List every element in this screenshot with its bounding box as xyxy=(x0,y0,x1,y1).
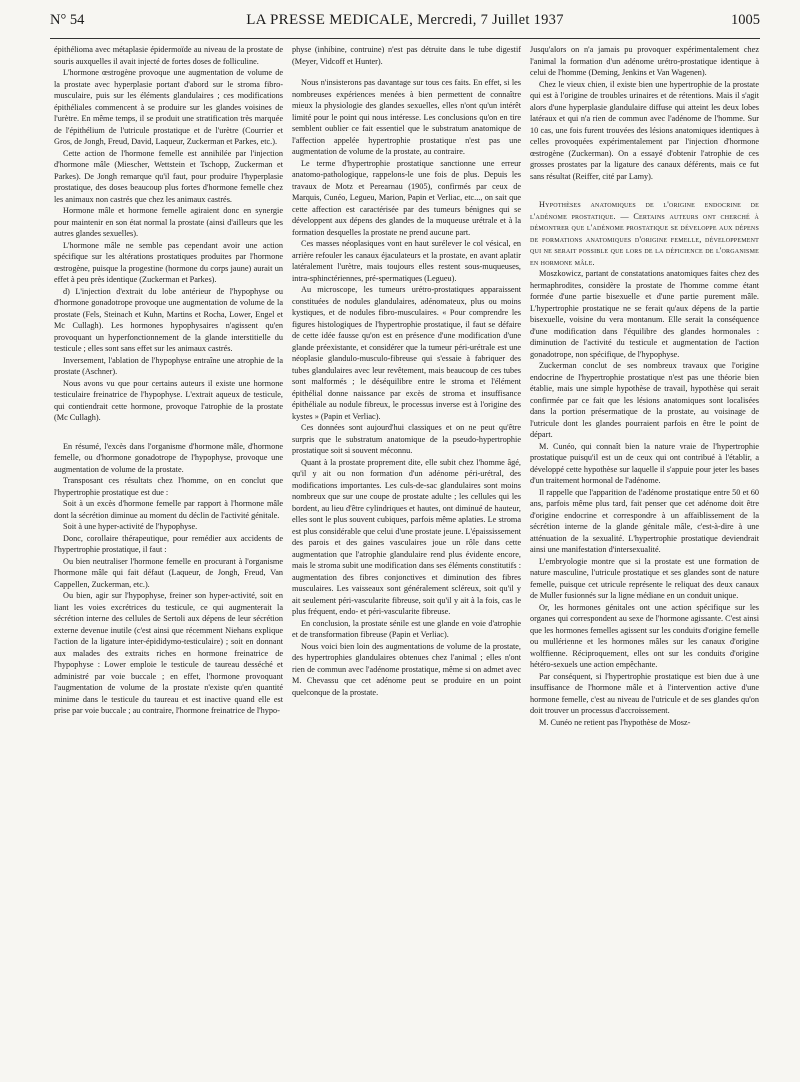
paragraph: Donc, corollaire thérapeutique, pour remédier aux accidents de l'hypertrophie prostatique, il faut : xyxy=(54,533,283,554)
paragraph: Ces données sont aujourd'hui classiques et on ne peut qu'être surpris que le substratum anatomique de la pseudo-hypertrophie prostatique soit si souvent méconnu. xyxy=(292,423,521,455)
paragraph: Ces masses néoplasiques vont en haut surélever le col vésical, en arrière refouler les canaux éjaculateurs et la prostate, en avant aplatir latéralement l'urètre, mais toujours elles restent sous-muqueuses, intra-sphinctériennes, pré-spermatiques (Legueu). xyxy=(292,239,521,283)
paragraph: Transposant ces résultats chez l'homme, on en conclut que l'hypertrophie prostatique est due : xyxy=(54,476,283,497)
paragraph: d) L'injection d'extrait du lobe antérieur de l'hypophyse ou d'hormone gonadotrope provoque une augmentation de volume de la prostate (Fels, Steinach et Kuhn, Martins et Rocha, Lower, Engel et Mc Cullagh). Les hormones hypophysaires n'agissent qu'en provoquant un hyperfonctionnement de la glande interstitielle du testicule ; elles sont sans effet sur les animaux castrés. xyxy=(54,286,283,353)
paragraph: Nous voici bien loin des augmentations de volume de la prostate, des hypertrophies glandulaires obtenues chez l'animal ; elles n'ont rien de commun avec l'adénome prostatique, même si on admet avec M. Chevassu que cet adénome peut se produire en un point quelconque de la prostate. xyxy=(292,641,521,697)
paragraph: L'embryologie montre que si la prostate est une formation de nature masculine, l'utricule prostatique et ses glandes sont de nature femelle, puisque cet utricule représente le reliquat des deux canaux de Muller fusionnés sur la ligne médiane en un conduit unique. xyxy=(530,556,759,600)
paragraph: Ou bien neutraliser l'hormone femelle en procurant à l'organisme l'hormone mâle qui fait défaut (Laqueur, de Jongh, Freud, Van Cappellen, Zuckerman, etc.). xyxy=(54,556,283,589)
paragraph: M. Cunéo, qui connaît bien la nature vraie de l'hypertrophie prostatique puisqu'il est un de ceux qui ont contribué à l'établir, a développé cette hypothèse sur laquelle il s'appuie pour jeter les bases d'un traitement hormonal de l'adénome. xyxy=(530,441,759,485)
paragraph: Au microscope, les tumeurs urétro-prostatiques apparaissent constituées de nodules glandulaires, adénomateux, plus ou moins kystiques, et de nodules fibro-musculaires. « Pour comprendre les figures histologiques de l'hypertrophie prostatique, il faut se défaire de cette idée fausse qu'on est en présence d'une modification d'une glande préexistante, et considérer que la tumeur péri-urétrale est une néoplasie glandulo-musculo-fibreuse qui s'essaie à fabriquer des tubes glandulaires avec leur revêtement, mais beaucoup de ces tubes sont malformés ; le déséquilibre entre le stroma et l'élément épithélial donne naissance par excès de stroma et insuffisance épithéliale au nodule fibreux, le processus inverse est à l'origine des kystes » (Papin et Verliac). xyxy=(292,285,521,421)
paragraph: Nous avons vu que pour certains auteurs il existe une hormone testiculaire freinatrice de l'hypophyse. L'extrait aqueux de testicule, qui contiendrait cette hormone, provoque l'atrophie de la prostate (Mc Cullagh). xyxy=(54,378,283,422)
paragraph: Zuckerman conclut de ses nombreux travaux que l'origine endocrine de l'hypertrophie prostatique n'est pas une théorie bien établie, mais une simple hypothèse de travail, hypothèse qui serait confirmée par ce fait que les lésions anatomiques sont localisées dans la portion présermatique de la prostate, au voisinage de l'utricule dont les glandes pourraient parfois en être le point de départ. xyxy=(530,361,759,439)
page-header xyxy=(50,12,760,36)
page-number: 1005 xyxy=(731,12,760,28)
header-rule xyxy=(50,38,760,39)
paragraph: Inversement, l'ablation de l'hypophyse entraîne une atrophie de la prostate (Aschner). xyxy=(54,355,283,376)
paragraph: Nous n'insisterons pas davantage sur tous ces faits. En effet, si les nombreuses expériences menées à bien permettent de connaître mieux la physiologie des glandes sexuelles, elles n'ont qu'un intérêt limité pour le point qui nous intéresse. Les conclusions qu'on en tire semblent oublier ce fait essentiel que le substratum anatomique de l'affection appelée hypertrophie prostatique n'est pas une augmentation de volume de la prostate, au contraire. xyxy=(292,78,521,156)
paragraph: Moszkowicz, partant de constatations anatomiques faites chez des hermaphrodites, considère la prostate de l'homme comme étant formée d'une partie bisexuelle et d'une partie purement mâle. L'hypertrophie prostatique ne se ferait qu'aux dépens de la partie bisexuelle, voisine du vera montanum. Elle serait la conséquence d'une modification dans l'équilibre des glandes hormonales : diminution de l'activité du testicule et augmentation de l'action gonadotrope, non spécifique, de l'hypophyse. xyxy=(530,269,759,359)
paragraph: physe (inhibine, contruine) n'est pas détruite dans le tube digestif (Meyer, Vidcoff et Hunter). xyxy=(292,45,521,66)
paragraph: Chez le vieux chien, il existe bien une hypertrophie de la prostate qui est à l'origine de troubles urinaires et de rétentions. Mais il s'agit alors d'une hyperplasie glandulaire diffuse qui atteint les deux lobes latéraux et qui n'a rien de commun avec l'adénome de l'homme. Sur 10 cas, une fois furent trouvées des lésions anatomiques identiques à celles provoquées expérimentalement par l'injection d'hormone œstrogène (Zuckerman). On a essayé d'obtenir l'atrophie de ces grosses prostates par la ligature des canaux déférents, mais ce fut sans résultat (Reiffer, cité par Lamy). xyxy=(530,79,759,181)
paragraph: Hormone mâle et hormone femelle agiraient donc en synergie pour maintenir en son état normal la prostate (ainsi d'ailleurs que les autres glandes sexuelles). xyxy=(54,206,283,238)
paragraph: Soit à une hyper-activité de l'hypophyse. xyxy=(63,522,198,531)
paragraph: Ou bien, agir sur l'hypophyse, freiner son hyper-activité, soit en liant les voies excrétrices du testicule, ce qui augmenterait la sécrétion interne des cellules de Sertoli aux dépens de leur sécrétion externe devenue inutile (c'est ainsi que récemment Niehans explique l'action de la ligature inter-épididymo-testiculaire) ; soit en donnant aux malades des extraits riches en hormone freinatrice de l'hypophyse : Lower emploie le testicule de taureau desséché et administré par voie buccale ; en effet, l'hormone provoquant l'augmentation de volume de la prostate n'existe qu'en quantité minime dans le testicule du taureau et est inactive quand elle est prise par voie buccale ; au contraire, l'hormone freinatrice de l'hypo- xyxy=(54,591,283,715)
paragraph: L'hormone œstrogène provoque une augmentation de volume de la prostate avec hyperplasie portant d'abord sur le stroma fibro-musculaire, puis sur les éléments glandulaires ; ces modifications épithéliales commencent à se produire sur les glandes voisines de l'urètre. En même temps, il se produit une stratification très marquée de l'épithélium de l'utricule prostatique et de l'urètre (Courrier et Gros, de Jongh, Freud, David, Laqueur, Zuckerman et Parkes, etc.). xyxy=(54,68,283,146)
paragraph: Le terme d'hypertrophie prostatique sanctionne une erreur anatomo-pathologique, rappelons-le une fois de plus. Depuis les travaux de Motz et Perearnau (1905), confirmés par ceux de Marquis, Cunéo, Legueu, Marion, Papin et Verliac, etc..., on sait que cette affection est caractérisée par des tumeurs bénignes qui se développent aux dépens des glandes de la muqueuse urétrale et à la formation desquelles la prostate ne prend aucune part. xyxy=(292,158,521,237)
issue-number: N° 54 xyxy=(50,12,85,28)
paragraph: Il rappelle que l'apparition de l'adénome prostatique entre 50 et 60 ans, parfois même plus tard, fait penser que cet adénome doit être d'origine endocrine et correspondre à un affaiblissement de la sécrétion interne de la glande génitale mâle, c'est-à-dire à une atténuation de la sexualité. L'hypertrophie prostatique deviendrait ainsi une manifestation d'intersexualité. xyxy=(530,487,759,554)
paragraph: Jusqu'alors on n'a jamais pu provoquer expérimentalement chez l'animal la formation d'un adénome urétro-prostatique identique à celui de l'homme (Deming, Jenkins et Van Wagenen). xyxy=(530,45,759,77)
paragraph: Quant à la prostate proprement dite, elle subit chez l'homme âgé, qu'il y ait ou non formation d'un adénome péri-urétral, des modifications importantes. Les culs-de-sac glandulaires sont moins nombreux que sur une coupe de prostate adulte ; les cellules qui les bordent, au lieu d'être cylindriques et hautes, ont diminué de hauteur, elles sont le plus souvent cubiques, parfois même aplaties. Le stroma est plus considérable que celui d'une prostate jeune. L'épaississement des parois et des gaines vasculaires joue un rôle dans cette augmentation que l'atrophie glandulaire rend plus évidente encore, mais le stroma subit une modification dans ses éléments constitutifs : augmentation des fibres conjonctives et diminution des fibres musculaires. Les vaisseaux sont généralement scléreux, soit qu'il y ait seulement péri-vascularite fibreuse, soit qu'il y ait à la fois, cas le plus fréquent, endo- et péri-vascularite fibreuse. xyxy=(292,457,521,616)
text-columns xyxy=(54,44,760,1078)
paragraph: M. Cunéo ne retient pas l'hypothèse de Mosz- xyxy=(539,717,691,727)
paragraph: En conclusion, la prostate sénile est une glande en voie d'atrophie et de transformation fibreuse (Papin et Verliac). xyxy=(292,618,521,639)
paragraph: L'hormone mâle ne semble pas cependant avoir une action spécifique sur les altérations prostatiques produites par l'hormone œstrogène, puisque la progestine (hormone du corps jaune) aurait un effet à peu près identique (Zuckerman et Parkes). xyxy=(54,240,283,284)
paragraph: épithélioma avec métaplasie épidermoïde au niveau de la prostate de souris auxquelles il avait injecté de fortes doses de folliculine. xyxy=(54,45,283,66)
paragraph: Or, les hormones génitales ont une action spécifique sur les organes qui correspondent au sexe de l'hormone agissante. C'est ainsi que les hormones femelles agissent sur les conduits d'origine femelle ou mullérienne et les hormones mâles sur les canaux d'origine wolffienne. Réciproquement, elles ont sur les conduits d'origine hétéro-sexuels une action empêchante. xyxy=(530,602,759,669)
paragraph: Cette action de l'hormone femelle est annihilée par l'injection d'hormone mâle (Miescher, Wettstein et Tschopp, Zuckerman et Parkes). De Jongh remarque qu'il faut, pour produire l'hyperplasie prostatique, des doses beaucoup plus fortes d'hormone femelle chez les animaux non castrés que chez les animaux castrés. xyxy=(54,148,283,204)
section-paragraph: Hypothèses anatomiques de l'origine endocrine de l'adénome prostatique. — Certains auteurs ont cherché à démontrer que l'adénome prostatique se développe aux dépens de formations anatomiques d'origine femelle, développement qui ne serait possible que lors de la déficience de l'organisme en hormone mâle. xyxy=(530,200,759,267)
journal-title-line xyxy=(110,12,700,29)
issue-date: Mercredi, 7 Juillet 1937 xyxy=(417,12,564,28)
column-2 xyxy=(292,44,521,1078)
paragraph: Soit à un excès d'hormone femelle par rapport à l'hormone mâle dont la sécrétion diminue au moment du déclin de l'activité génitale. xyxy=(54,499,283,520)
column-1 xyxy=(54,44,283,1078)
journal-title: LA PRESSE MEDICALE, xyxy=(246,12,414,28)
paragraph: Par conséquent, si l'hypertrophie prostatique est bien due à une insuffisance de l'hormone mâle et à l'intervention active d'une hormone femelle, c'est au niveau de l'utricule et de ses glandes qu'on doit trouver un processus d'accroissement. xyxy=(530,671,759,715)
paragraph: En résumé, l'excès dans l'organisme d'hormone mâle, d'hormone femelle, ou d'hormone gonadotrope de l'hypophyse, provoque une augmentation de volume de la prostate. xyxy=(54,441,283,474)
column-3 xyxy=(530,44,759,1078)
